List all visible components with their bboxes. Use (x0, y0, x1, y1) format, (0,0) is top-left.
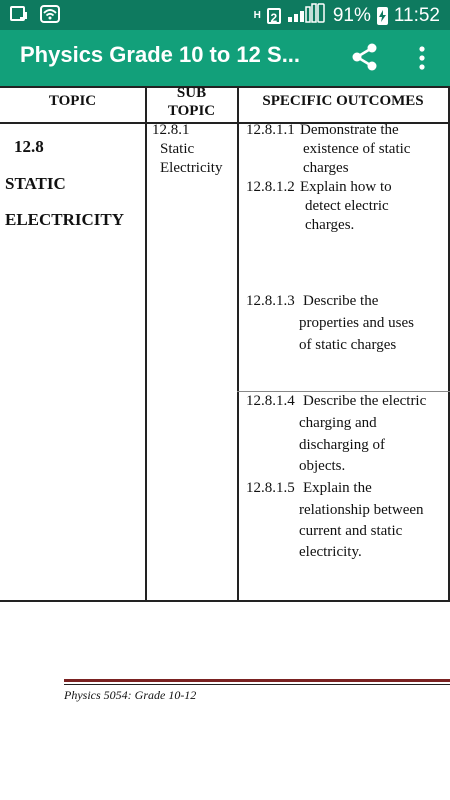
table-bottom-border (0, 600, 450, 602)
screen-mirror-icon (10, 5, 28, 28)
topic-number: 12.8 (14, 137, 44, 156)
status-right-icons (254, 3, 440, 29)
status-bar (0, 0, 450, 30)
outcome-5-line1: Explain the (303, 480, 372, 496)
app-bar (0, 30, 450, 86)
outcome-2-line3: charges. (305, 217, 355, 233)
footer-text: Physics 5054: Grade 10-12 (64, 688, 197, 702)
outcome-1-line1: Demonstrate the (300, 122, 399, 138)
status-left-icons (10, 5, 60, 28)
document-page[interactable] (0, 86, 450, 800)
header-topic: TOPIC (48, 93, 97, 109)
battery-charging-icon (377, 7, 388, 25)
outcome-4-line3: discharging of (299, 437, 385, 453)
outcome-3-line2: properties and uses (299, 315, 414, 331)
more-options-button[interactable] (410, 40, 434, 76)
outcome-2-line2: detect electric (305, 198, 389, 214)
outcome-2-line1: Explain how to (300, 179, 392, 195)
outcome-4-line1: Describe the electric (303, 393, 427, 409)
outcome-1-code: 12.8.1.1 (246, 122, 295, 138)
outcome-3-line3: of static charges (299, 337, 397, 353)
network-type: H (253, 10, 261, 21)
outcome-5-line4: electricity. (299, 544, 362, 560)
battery-percent: 91% (332, 5, 371, 26)
header-subtopic-line1: SUB (176, 85, 207, 101)
outcome-4-line4: objects. (299, 458, 346, 474)
header-subtopic-line2: TOPIC (167, 103, 216, 119)
wifi-icon (40, 5, 60, 28)
outcome-1-line2: existence of static (303, 141, 411, 157)
subtopic-name-line1: Static (160, 141, 195, 157)
outcome-3-code: 12.8.1.3 (246, 293, 295, 309)
sim-slot-badge: 2 (267, 8, 281, 24)
signal-icon (287, 3, 327, 29)
topic-name-line2: ELECTRICITY (5, 210, 125, 229)
table-column-divider-2 (237, 86, 239, 601)
app-title: Physics Grade 10 to 12 S... (20, 42, 301, 67)
outcome-5-line2: relationship between (299, 502, 424, 518)
subtopic-name-line2: Electricity (160, 160, 223, 176)
table-right-border (448, 86, 450, 601)
header-subtopic (146, 84, 237, 120)
share-button[interactable] (348, 40, 382, 74)
header-outcomes: SPECIFIC OUTCOMES (262, 93, 424, 109)
outcome-5-line3: current and static (299, 523, 403, 539)
outcome-4-code: 12.8.1.4 (246, 393, 295, 409)
more-vert-icon (410, 40, 434, 76)
outcome-5-code: 12.8.1.5 (246, 480, 295, 496)
outcome-3-line1: Describe the (303, 293, 379, 309)
table-column-divider-1 (145, 86, 147, 601)
outcome-1-line3: charges (303, 160, 349, 176)
footer-rule-top (64, 679, 450, 682)
outcome-2-code: 12.8.1.2 (246, 179, 295, 195)
topic-name-line1: STATIC (5, 174, 66, 193)
share-icon (348, 40, 382, 74)
clock: 11:52 (393, 5, 440, 26)
outcome-4-line2: charging and (299, 415, 377, 431)
subtopic-number: 12.8.1 (152, 122, 190, 138)
footer-rule-bottom (64, 684, 450, 685)
